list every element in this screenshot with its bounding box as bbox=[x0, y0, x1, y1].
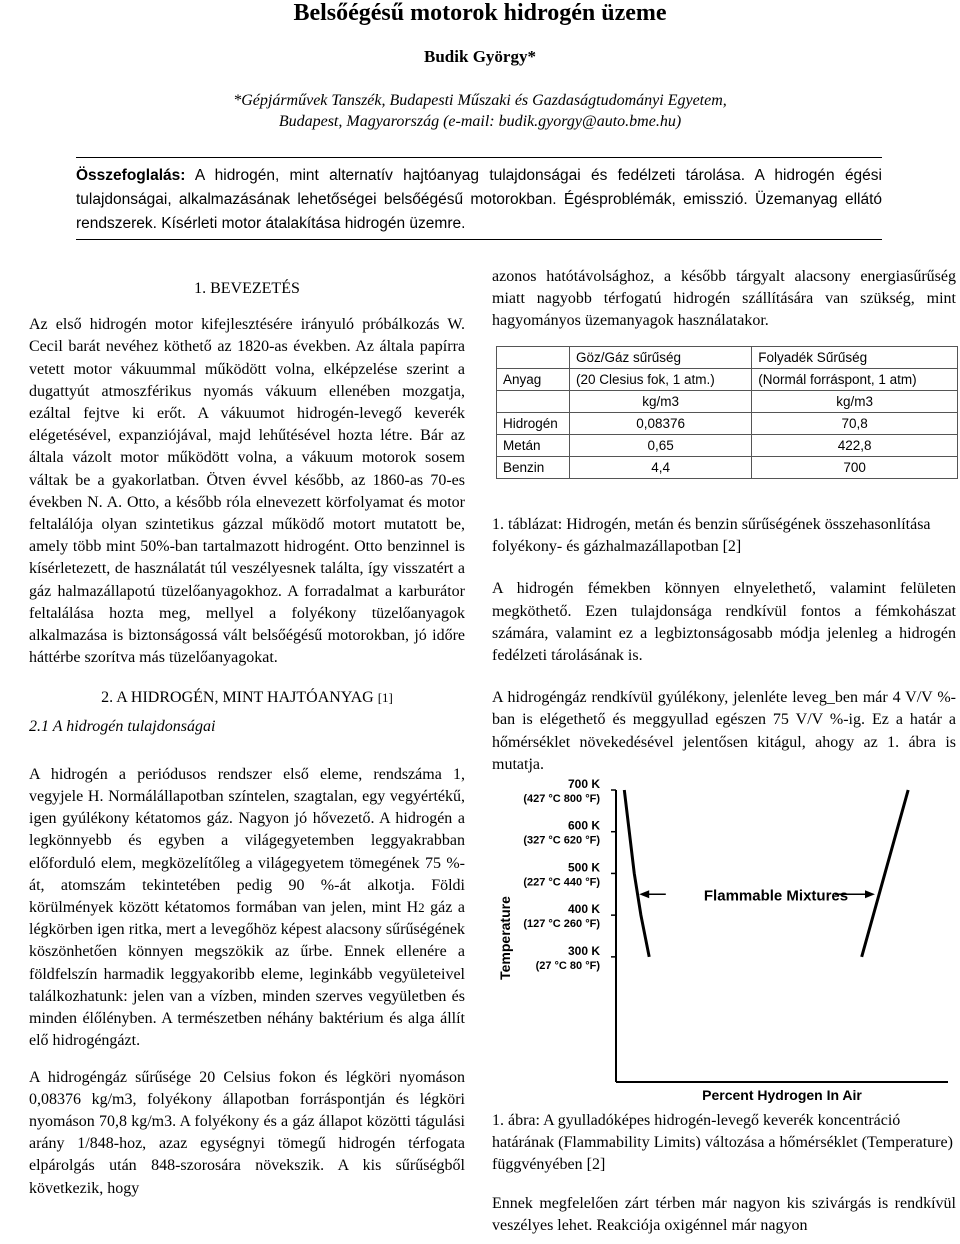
affiliation-line-2: Budapest, Magyarország (e-mail: budik.gyorgy@auto.bme.hu) bbox=[278, 113, 682, 130]
h2-subscript: 2 bbox=[418, 900, 425, 916]
table-row bbox=[497, 457, 958, 479]
table-cell bbox=[497, 347, 570, 369]
table-subheader-material: Anyag bbox=[497, 369, 570, 391]
left-column bbox=[29, 278, 465, 1200]
properties-text-b: gáz a légkörben igen ritka, mert a levegőhöz képest alacsony sűrűségének köszönhetően könnyen megszökik az űrbe. Ennek ellenére a földfelszín harmadik leggyakoribb eleme, leginkább vegyületeivel találkozhatunk: jelen van a vízben, minden szerves vegyületben és minden élőlényben. A természetben néhány baktérium és alga állít elő hidrogéngázt. bbox=[29, 899, 465, 1050]
section-1-paragraph: Az első hidrogén motor kifejlesztésére irányuló próbálkozás W. Cecil barát nevéhez köthető az 1820-as években. Az általa papírra vetett motor vákuummal működött volna, elképzelése szerint a dugattyút atmoszférikus nyomás vákuum ellenében mozgatja, ezáltal fejtve ki erőt. A vákuumot hidrogén-levegő keverék elégetésével, expanziójával, majd lehűtésével hozta létre. Bár az általa vázolt motor működött volna, a vákuum motorok sosem váltak be a gyakorlatban. Ötven évvel később, az 1860-as 70-es években N. A. Otto, a később róla elnevezett körfolyamat és motor feltalálója olyan szintetikus gázzal működő motort mutatott be, amely több mint 50%-ban tartalmazott hidrogént. Otto benzinnel is kísérletezett, de használatát túl veszélyesnek találta, így visszatért a gáz halmazállapotú tüzelőanyagokhoz. A forradalmat a karburátor feltalálása hozta meg, mellyel a folyékony tüzelőanyagok alkalmazása is biztonságossá vált belsőégésű motorokban, jó időre háttérbe szorítva más tüzelőanyagokat. bbox=[29, 316, 465, 667]
density-paragraph: A hidrogéngáz sűrűsége 20 Celsius fokon és légköri nyomáson 0,08376 kg/m3, folyékony állapotban forráspontján és légköri nyomáson 70,8 kg/m3. A folyékony és a gáz állapot közötti tágulási arány 1/848-hoz, azaz egységnyi tömegű hidrogén térfogata elpárolgás után 848-szorosára növekszik. A kis sűrűségből következik, hogy bbox=[29, 1068, 465, 1197]
table-unit-liquid: kg/m3 bbox=[752, 391, 958, 413]
paper-title: Belsőégésű motorok hidrogén üzeme bbox=[293, 0, 667, 26]
table-cell-name: Metán bbox=[497, 435, 570, 457]
table-subheader-row bbox=[497, 369, 958, 391]
y-tick-sublabel: (327 °C 620 °F) bbox=[523, 834, 600, 847]
section-2-title: 2. A HIDROGÉN, MINT HAJTÓANYAG bbox=[101, 689, 374, 707]
table-unit-row bbox=[497, 391, 958, 413]
properties-paragraph bbox=[29, 764, 465, 1053]
author: Budik György* bbox=[424, 47, 536, 66]
y-axis-label: Temperature bbox=[497, 896, 513, 980]
flammable-region-label: Flammable Mixtures bbox=[703, 887, 849, 905]
table-cell-liquid: 700 bbox=[752, 457, 958, 479]
subsection-2-1-heading: 2.1 A hidrogén tulajdonságai bbox=[29, 717, 216, 735]
y-tick-label: 500 K bbox=[567, 860, 600, 875]
upper-flammability-limit-line bbox=[862, 790, 908, 957]
table-cell-name: Hidrogén bbox=[497, 413, 570, 435]
right-paragraph-1: azonos hatótávolsághoz, a később tárgyalt alacsony energiasűrűség miatt nagyobb térfogatú hidrogén szállítására van szükség, mint hagyományos üzemanyagok használatakor. bbox=[492, 268, 956, 330]
right-paragraph-4: Ennek megfelelően zárt térben már nagyon kis szivárgás is rendkívül veszélyes lehet. Reakciója oxigénnel már nagyon bbox=[492, 1194, 956, 1234]
right-column-bottom bbox=[492, 1110, 956, 1237]
table-cell-gas: 0,08376 bbox=[570, 413, 752, 435]
chart-plot bbox=[497, 777, 948, 1103]
right-paragraph-2: A hidrogén fémekben könnyen elnyelethető, valamint felületen megköthető. Ezen tulajdonsága rendkívül fontos a fémkohászat számára, valamint ez a legbiztonságosabb módja jelenleg a hidrogén fedélzeti tárolásának is. bbox=[492, 580, 956, 665]
y-tick-sublabel: (427 °C 800 °F) bbox=[523, 793, 600, 805]
properties-text-a: A hidrogén a periódusos rendszer első eleme, rendszáma 1, vegyjele H. Normálállapotban színtelen, szagtalan, egy vegyértékű, igen gyúlékony kétatomos gáz. Nagyon jó hővezető. A hidrogén a legkönnyebb és egyben a világegyetemben leggyakrabban előforduló elem, megközelítőleg a világegyetem tömegének 75 %-át, atomszám tekintetében pedig 90 %-át alkotja. Földi körülmények között kétatomos formában van jelen, mint H bbox=[29, 765, 465, 917]
table-cell-liquid: 70,8 bbox=[752, 413, 958, 435]
y-tick-sublabel: (127 °C 260 °F) bbox=[523, 918, 600, 931]
flammability-chart bbox=[496, 777, 952, 1104]
abstract-text: A hidrogén, mint alternatív hajtóanyag tulajdonságai és fedélzeti tárolása. A hidrogén égési tulajdonságai, alkalmazásának lehetőségei belsőégésű motorokban. Égésproblémák, emisszió. Üzemanyag ellátó rendszerek. Kísérleti motor átalakítása hidrogén üzemre. bbox=[76, 167, 882, 232]
table-row bbox=[497, 435, 958, 457]
table-header-row bbox=[497, 347, 958, 369]
right-column-top bbox=[492, 266, 956, 333]
affiliation bbox=[0, 90, 960, 132]
right-column-middle bbox=[492, 514, 956, 776]
section-2-ref: [1] bbox=[377, 690, 393, 706]
table-subheader-gas: (20 Clesius fok, 1 atm.) bbox=[570, 369, 752, 391]
lower-flammability-limit-line bbox=[624, 790, 649, 957]
table-row bbox=[497, 413, 958, 435]
y-tick-label: 400 K bbox=[567, 902, 600, 917]
abstract bbox=[76, 164, 882, 236]
y-tick-sublabel: (227 °C 440 °F) bbox=[523, 876, 600, 889]
table-cell bbox=[497, 391, 570, 413]
y-tick-label: 600 K bbox=[567, 818, 600, 833]
x-axis-label: Percent Hydrogen In Air bbox=[702, 1087, 862, 1103]
abstract-top-rule bbox=[76, 157, 882, 158]
table-cell-gas: 0,65 bbox=[570, 435, 752, 457]
abstract-label: Összefoglalás: bbox=[76, 167, 186, 184]
density-table bbox=[496, 346, 958, 479]
y-tick-label: 700 K bbox=[567, 777, 600, 791]
table-subheader-liquid: (Normál forráspont, 1 atm) bbox=[752, 369, 958, 391]
table-cell-gas: 4,4 bbox=[570, 457, 752, 479]
region-arrowhead-right bbox=[865, 890, 875, 898]
section-2-heading bbox=[29, 687, 465, 709]
table-caption: 1. táblázat: Hidrogén, metán és benzin sűrűségének összehasonlítása folyékony- és gázhalmazállapotban [2] bbox=[492, 516, 931, 556]
table-unit-gas: kg/m3 bbox=[570, 391, 752, 413]
table-cell-liquid: 422,8 bbox=[752, 435, 958, 457]
right-paragraph-3: A hidrogéngáz rendkívül gyúlékony, jelenléte leveg_ben már 4 V/V %-ban is elégethető és meggyullad egészen 75 V/V %-ig. Ez a határ a hőmérséklet növekedésével jelentősen kitágul, ahogy az 1. ábra is mutatja. bbox=[492, 689, 956, 773]
affiliation-line-1: *Gépjárművek Tanszék, Budapesti Műszaki és Gazdaságtudományi Egyetem, bbox=[233, 92, 727, 109]
y-tick-label: 300 K bbox=[567, 943, 600, 958]
table-header-liquid: Folyadék Sűrűség bbox=[752, 347, 958, 369]
region-arrowhead-left bbox=[639, 890, 649, 898]
table-header-gas: Göz/Gáz sűrűség bbox=[570, 347, 752, 369]
y-tick-sublabel: (27 °C 80 °F) bbox=[535, 959, 600, 972]
abstract-bottom-rule bbox=[76, 239, 882, 240]
section-1-heading: 1. BEVEZETÉS bbox=[194, 280, 300, 297]
table-cell-name: Benzin bbox=[497, 457, 570, 479]
figure-caption: 1. ábra: A gyulladóképes hidrogén-levegő keverék koncentráció határának (Flammability Limits) változása a hőmérséklet (Temperature) függvényében [2] bbox=[492, 1112, 953, 1174]
